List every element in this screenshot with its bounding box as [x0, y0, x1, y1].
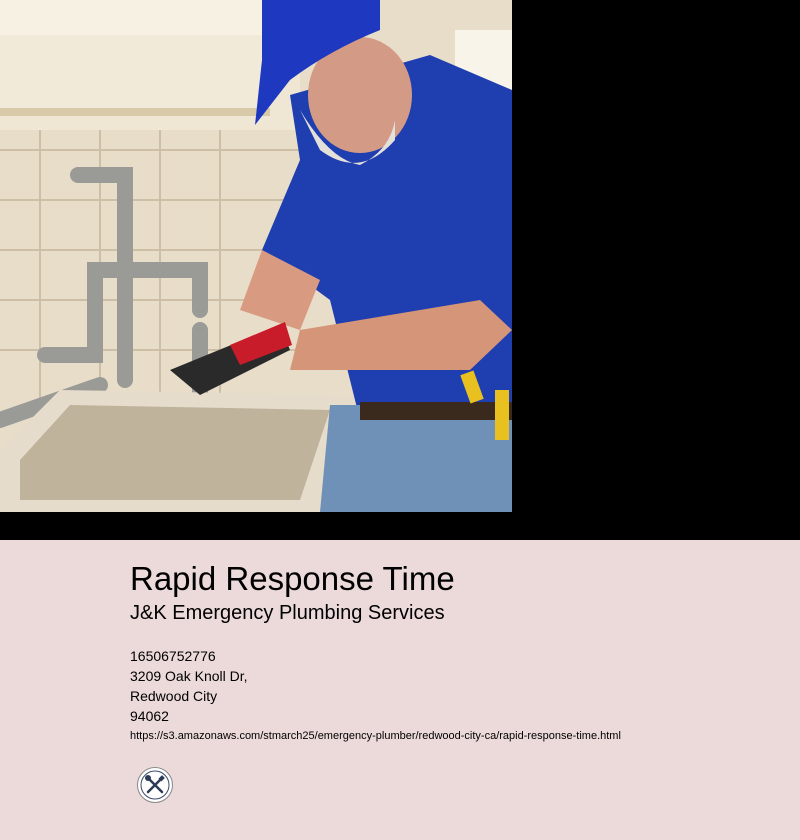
business-name: J&K Emergency Plumbing Services — [130, 602, 445, 624]
zip-code: 94062 — [130, 708, 169, 724]
plumber-illustration — [0, 0, 512, 512]
business-info-panel — [0, 540, 800, 840]
city: Redwood City — [130, 688, 218, 704]
phone-number[interactable]: 16506752776 — [130, 648, 216, 664]
page-title: Rapid Response Time — [130, 560, 455, 597]
page-url-link[interactable]: https://s3.amazonaws.com/stmarch25/emergency-plumber/redwood-city-ca/rapid-response-time.html — [130, 730, 621, 742]
plumber-photo — [0, 0, 512, 512]
wrench-and-screwdriver-icon — [138, 768, 172, 802]
company-logo[interactable] — [137, 767, 173, 803]
street-address: 3209 Oak Knoll Dr, — [130, 668, 248, 684]
